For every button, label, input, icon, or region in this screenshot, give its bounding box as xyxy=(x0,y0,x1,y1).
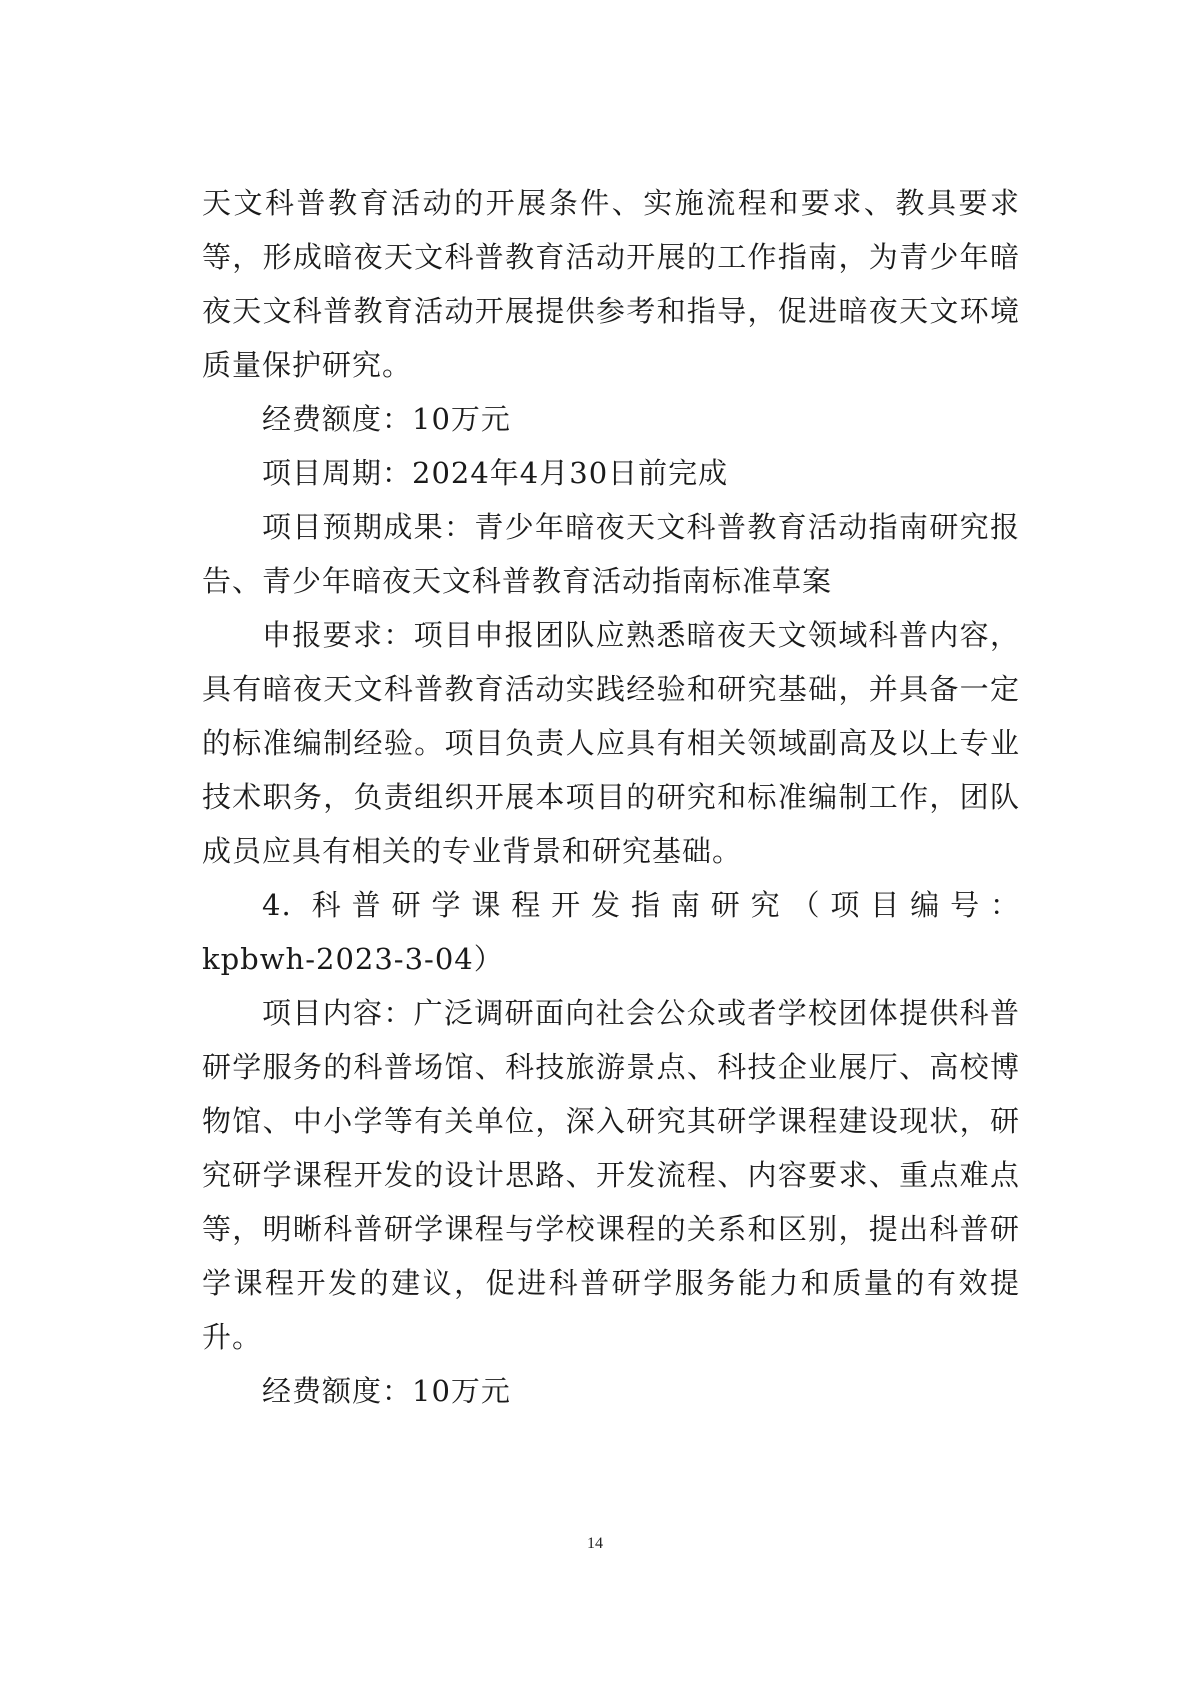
project-code: kpbwh-2023-3-04） xyxy=(202,942,504,976)
paragraph-continuation: 天文科普教育活动的开展条件、实施流程和要求、教具要求等，形成暗夜天文科普教育活动开展的工作指南，为青少年暗夜天文科普教育活动开展提供参考和指导，促进暗夜天文环境质量保护研究。 xyxy=(202,186,1020,382)
paragraph-funding: 经费额度：10万元 xyxy=(262,402,511,436)
paragraph-requirements: 申报要求：项目申报团队应熟悉暗夜天文领域科普内容，具有暗夜天文科普教育活动实践经验和研究基础，并具备一定的标准编制经验。项目负责人应具有相关领域副高及以上专业技术职务，负责组织开展本项目的研究和标准编制工作，团队成员应具有相关的专业背景和研究基础。 xyxy=(202,618,1020,868)
section-heading-4: 4. 科普研学课程开发指南研究（项目编号： xyxy=(262,888,1020,922)
paragraph-period: 项目周期：2024年4月30日前完成 xyxy=(262,456,729,490)
paragraph-funding-2: 经费额度：10万元 xyxy=(262,1374,511,1408)
document-body xyxy=(202,176,1020,1418)
paragraph-expected-results: 项目预期成果：青少年暗夜天文科普教育活动指南研究报告、青少年暗夜天文科普教育活动指南标准草案 xyxy=(202,510,1020,598)
paragraph-project-content: 项目内容：广泛调研面向社会公众或者学校团体提供科普研学服务的科普场馆、科技旅游景点、科技企业展厅、高校博物馆、中小学等有关单位，深入研究其研学课程建设现状，研究研学课程开发的设计思路、开发流程、内容要求、重点难点等，明晰科普研学课程与学校课程的关系和区别，提出科普研学课程开发的建议，促进科普研学服务能力和质量的有效提升。 xyxy=(202,996,1020,1354)
page-number: 14 xyxy=(587,1535,603,1552)
